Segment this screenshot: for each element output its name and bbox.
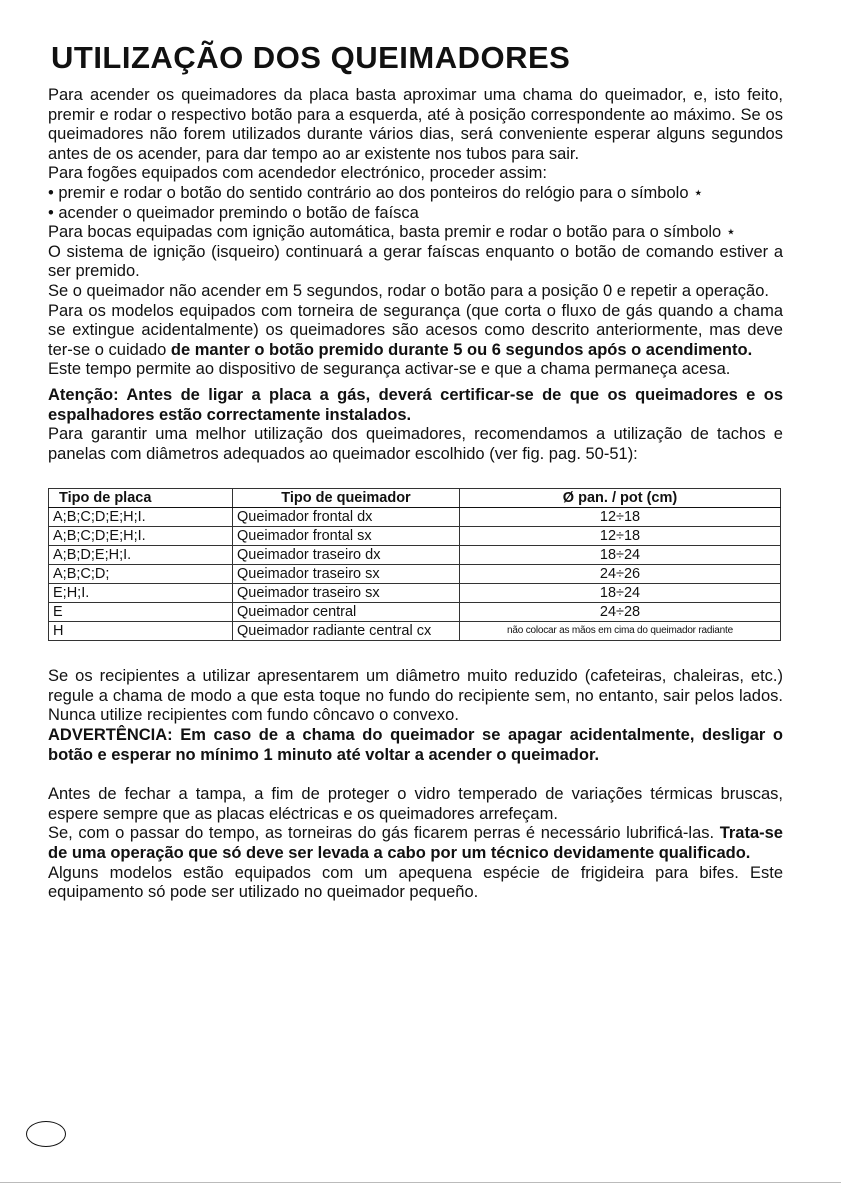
- paragraph: [48, 302, 783, 361]
- paragraph: Alguns modelos estão equipados com um apequena espécie de frigideira para bifes. Este equipamento só pode ser utilizado no queimador pequeño.: [48, 863, 783, 902]
- column-header: Tipo de placa: [49, 489, 233, 508]
- paragraph: Antes de fechar a tampa, a fim de proteger o vidro temperado de variações térmicas bruscas, espere sempre que as placas eléctricas e os queimadores arrefeçam.: [48, 785, 783, 823]
- table-row: [49, 565, 781, 584]
- paragraph: Para acender os queimadores da placa basta aproximar uma chama do queimador, e, isto feito, premir e rodar o respectivo botão para a esquerda, até à posição correspondente ao máximo. Se os queimadores não forem utilizados durante vários dias, será conveniente esperar alguns segundos antes de os acender, para dar tempo ao ar existente nos tubos para sair.: [48, 86, 783, 163]
- recipient-section: [48, 667, 783, 765]
- table-cell: Queimador traseiro sx: [233, 584, 460, 603]
- page-title: UTILIZAÇÃO DOS QUEIMADORES: [51, 40, 571, 75]
- table-row: [49, 622, 781, 641]
- table-cell: 18÷24: [460, 584, 781, 603]
- table-cell: 24÷28: [460, 603, 781, 622]
- table-cell: 18÷24: [460, 546, 781, 565]
- table-cell: E: [49, 603, 233, 622]
- paragraph: Se o queimador não acender em 5 segundos, rodar o botão para a posição 0 e repetir a operação.: [48, 281, 769, 300]
- spacer: [48, 641, 783, 667]
- table-cell: 12÷18: [460, 527, 781, 546]
- table-cell: H: [49, 622, 233, 641]
- table-cell: Queimador radiante central cx: [233, 622, 460, 641]
- table-cell: Queimador central: [233, 603, 460, 622]
- table-cell: A;B;C;D;: [49, 565, 233, 584]
- table-cell: Queimador traseiro dx: [233, 546, 460, 565]
- table-row: [49, 508, 781, 527]
- table-cell: Queimador frontal dx: [233, 508, 460, 527]
- language-badge-oval: [26, 1121, 66, 1147]
- table-cell: Queimador traseiro sx: [233, 565, 460, 584]
- page-edge-line: [0, 1182, 841, 1183]
- paragraph: [48, 824, 783, 863]
- paragraph-text: Para os modelos equipados com torneira de segurança (que corta o fluxo de gás quando a chama se extingue acidentalmente) os queimadores são acesos como descrito anteriormente, mas deve ter-se o cuidado: [48, 301, 783, 359]
- maintenance-section: [48, 785, 783, 903]
- table-cell: E;H;I.: [49, 584, 233, 603]
- column-header: Tipo de queimador: [233, 489, 460, 508]
- paragraph: O sistema de ignição (isqueiro) continuará a gerar faíscas enquanto o botão de comando estiver a ser premido.: [48, 242, 783, 281]
- table-row: [49, 527, 781, 546]
- paragraph: Para garantir uma melhor utilização dos queimadores, recomendamos a utilização de tachos e panelas com diâmetros adequados ao queimador escolhido (ver fig. pag. 50-51):: [48, 425, 783, 463]
- table-row: [49, 584, 781, 603]
- intro-section: [48, 86, 783, 464]
- warning-paragraph: ADVERTÊNCIA: Em caso de a chama do queimador se apagar acidentalmente, desligar o botão e esperar no mínimo 1 minuto até voltar a acender o queimador.: [48, 726, 783, 764]
- page-body: [48, 38, 783, 903]
- paragraph-bold-text: Trata-se de uma operação que só deve ser levada a cabo por um técnico devidamente qualificado.: [48, 824, 783, 863]
- table-cell: não colocar as mãos em cima do queimador radiante: [460, 622, 781, 641]
- list-item: • premir e rodar o botão do sentido contrário ao dos ponteiros do relógio para o símbolo ⋆: [48, 184, 783, 204]
- table-row: [49, 546, 781, 565]
- paragraph: Este tempo permite ao dispositivo de segurança activar-se e que a chama permaneça acesa.: [48, 360, 731, 379]
- table-cell: 12÷18: [460, 508, 781, 527]
- paragraph: Para fogões equipados com acendedor electrónico, proceder assim:: [48, 164, 547, 183]
- table-cell: 24÷26: [460, 565, 781, 584]
- paragraph: Para bocas equipadas com ignição automática, basta premir e rodar o botão para o símbolo ⋆: [48, 223, 737, 242]
- warning-paragraph: Atenção: Antes de ligar a placa a gás, deverá certificar-se de que os queimadores e os espalhadores estão correctamente instalados.: [48, 385, 783, 424]
- table-cell: A;B;D;E;H;I.: [49, 546, 233, 565]
- paragraph-text: Se, com o passar do tempo, as torneiras do gás ficarem perras é necessário lubrificá-las.: [48, 824, 720, 843]
- paragraph-bold-text: de manter o botão premido durante 5 ou 6 segundos após o acendimento.: [170, 340, 753, 359]
- list-item: • acender o queimador premindo o botão de faísca: [48, 204, 783, 224]
- table-cell: A;B;C;D;E;H;I.: [49, 508, 233, 527]
- column-header: Ø pan. / pot (cm): [460, 489, 781, 508]
- table-cell: Queimador frontal sx: [233, 527, 460, 546]
- table-cell: A;B;C;D;E;H;I.: [49, 527, 233, 546]
- table-row: [49, 603, 781, 622]
- spacer: [48, 765, 783, 785]
- burner-table: [48, 488, 781, 641]
- table-header-row: [49, 489, 781, 508]
- paragraph: Se os recipientes a utilizar apresentarem um diâmetro muito reduzido (cafeteiras, chaleiras, etc.) regule a chama de modo a que esta toque no fundo do recipiente sem, no entanto, sair pelos lados. Nunca utilize recipientes com fundo côncavo o convexo.: [48, 667, 783, 725]
